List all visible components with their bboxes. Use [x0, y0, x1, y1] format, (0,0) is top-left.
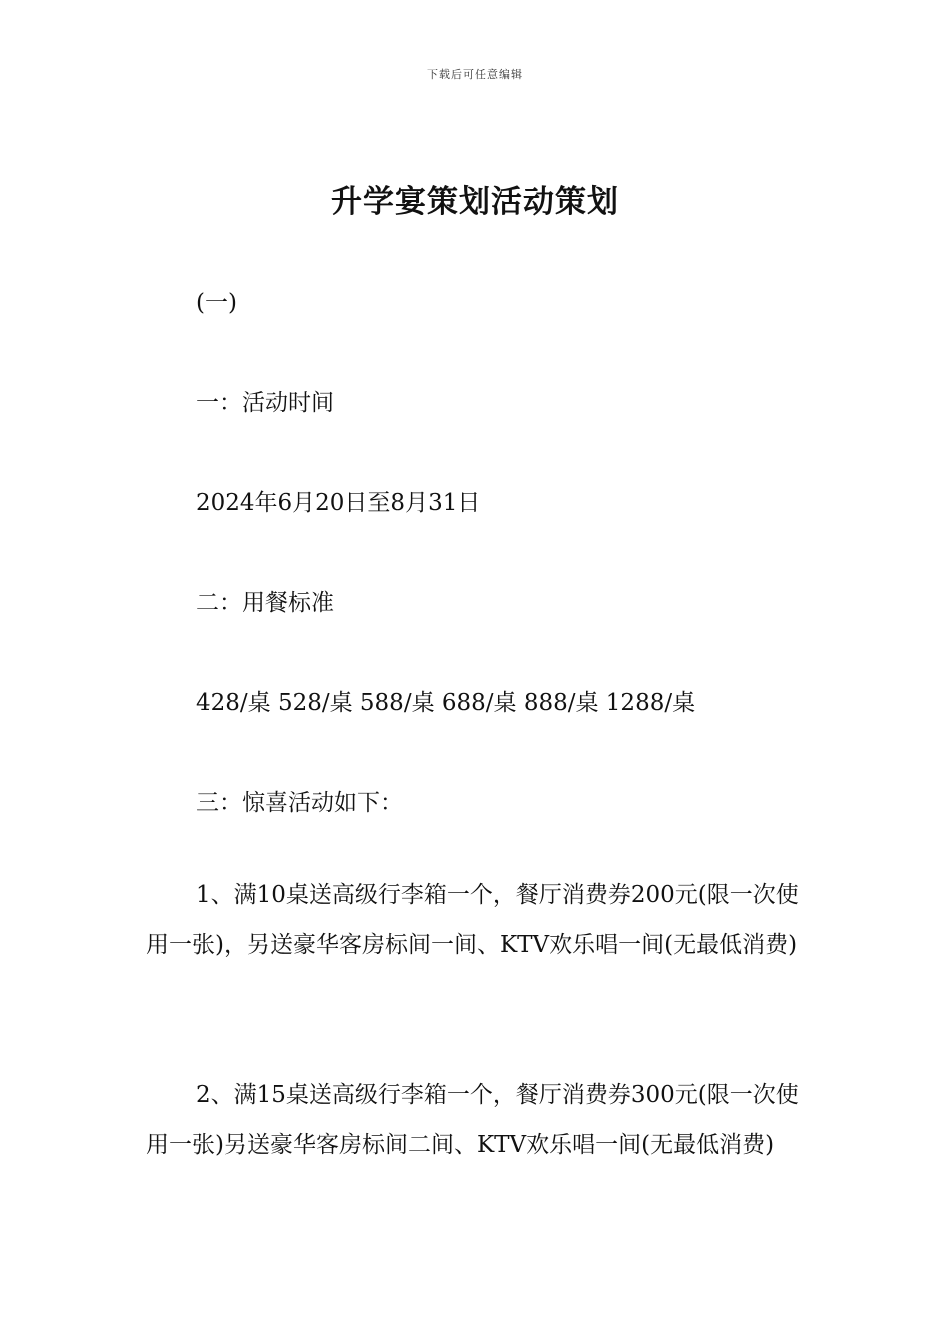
surprise-item-1 [146, 870, 810, 970]
header-note: 下载后可任意编辑 [427, 68, 523, 81]
surprise-item-2 [146, 1070, 810, 1170]
surprise-item-2-text: 2、满15桌送高级行李箱一个，餐厅消费券300元(限一次使用一张)另送豪华客房标间二间、KTV欢乐唱一间(无最低消费) [146, 1082, 799, 1158]
surprise-heading: 三：惊喜活动如下： [196, 790, 403, 816]
meal-standard-value: 428/桌 528/桌 588/桌 688/桌 888/桌 1288/桌 [196, 690, 696, 716]
meal-standard-heading: 二：用餐标准 [196, 590, 334, 616]
activity-time-value: 2024年6月20日至8月31日 [196, 490, 481, 516]
surprise-item-1-text: 1、满10桌送高级行李箱一个，餐厅消费券200元(限一次使用一张)，另送豪华客房标间一间、KTV欢乐唱一间(无最低消费) [146, 882, 799, 958]
section-marker: (一) [196, 290, 237, 316]
activity-time-heading: 一：活动时间 [196, 390, 334, 416]
document-title: 升学宴策划活动策划 [331, 184, 619, 220]
